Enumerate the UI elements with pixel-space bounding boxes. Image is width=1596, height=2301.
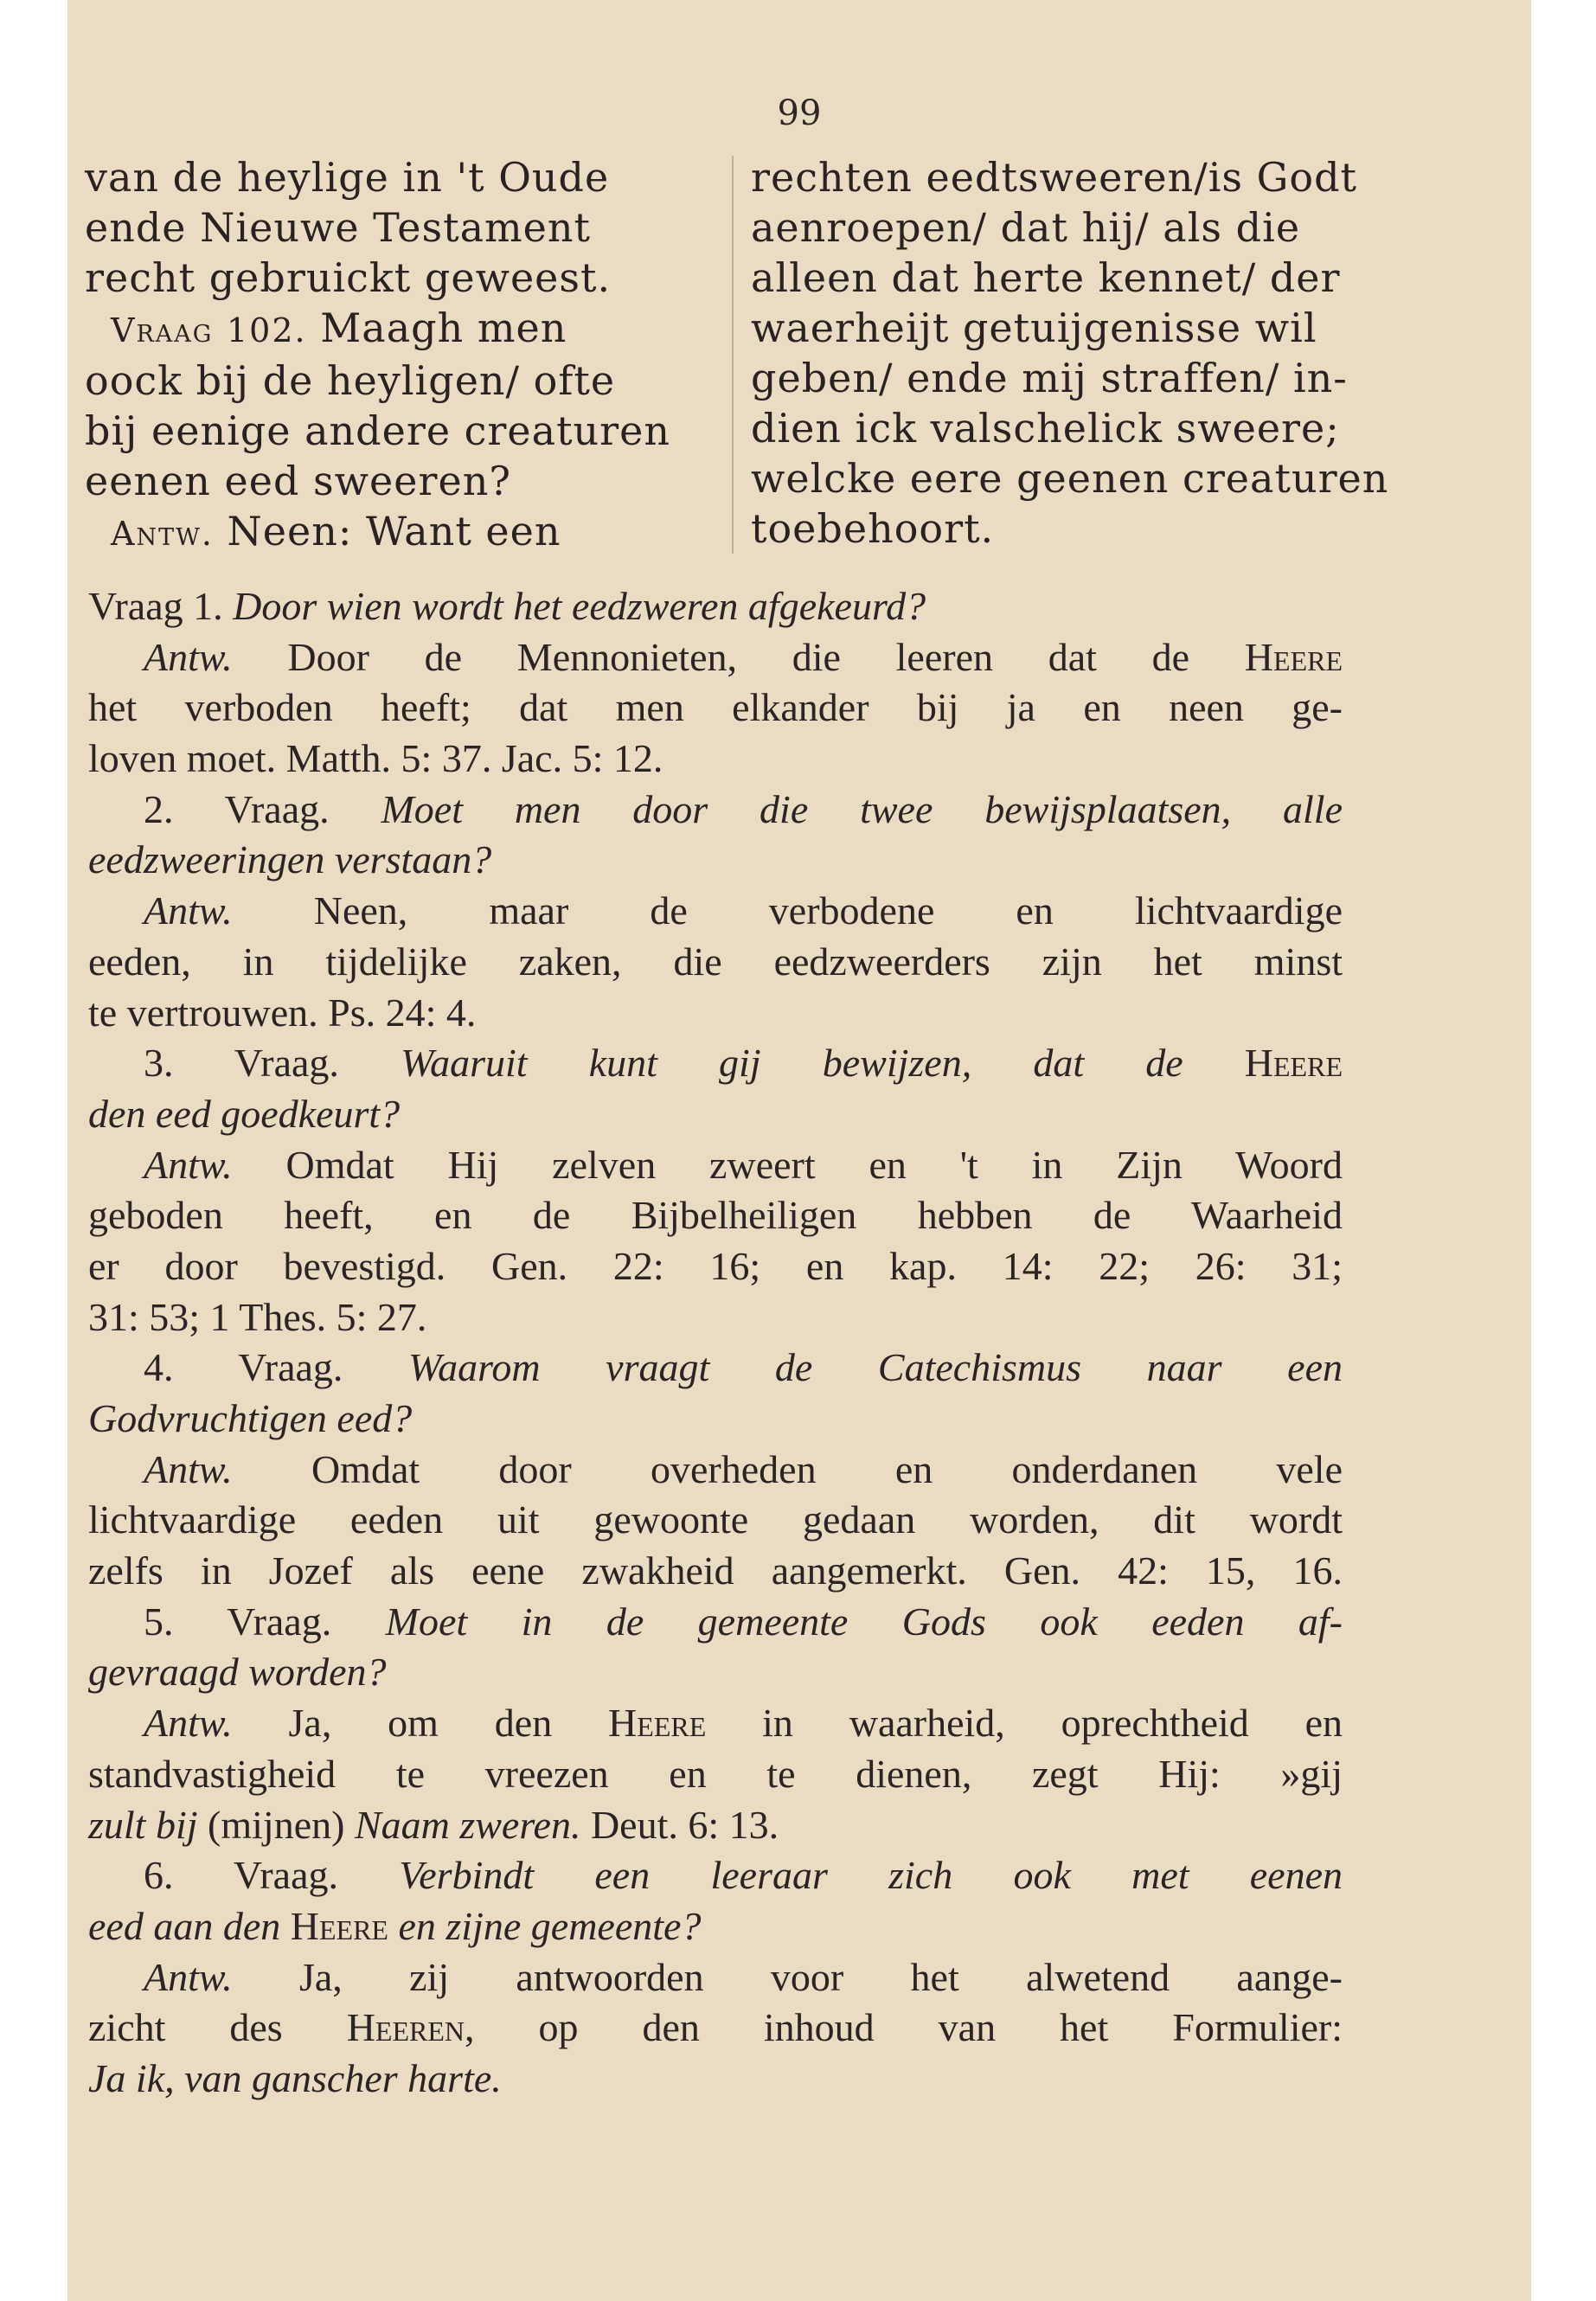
answer-text: (mijnen) [208, 1802, 345, 1847]
old-text-line: ende Nieuwe Testament [85, 204, 591, 251]
old-text-line: bij eenige andere creaturen [85, 407, 671, 454]
answer-line [88, 1952, 1343, 2003]
antw-label: Antw. [144, 1142, 233, 1187]
answer-text: Omdat Hij zelven zweert en 't in Zijn Woord [285, 1142, 1343, 1187]
old-text-line [85, 506, 725, 559]
page-number: 99 [777, 93, 822, 133]
answer-line: standvastigheid te vreezen en te dienen, zegt Hij: »gij [88, 1751, 1343, 1796]
answer-text: Deut. 6: 13. [590, 1802, 779, 1847]
old-text-line: waerheijt getuijgenisse wil [751, 304, 1317, 351]
answer-line [88, 2003, 1343, 2054]
antw-label: Antw. [144, 1954, 233, 1999]
answer-line: lichtvaardige eeden uit gewoonte gedaan worden, dit wordt [88, 1497, 1343, 1542]
question-line [88, 785, 1343, 836]
question-text: Moet men door die twee bewijsplaatsen, alle [381, 786, 1343, 831]
heere-word: Heere [290, 1903, 388, 1948]
answer-text: , op den inhoud van het Formulier: [465, 2005, 1343, 2050]
old-text-line: van de heylige in 't Oude [85, 154, 610, 201]
vraag-number: 102. [226, 311, 307, 349]
answer-line [88, 1800, 1343, 1851]
question-label: 3. Vraag. [144, 1041, 339, 1086]
heere-word: Heere [1244, 1041, 1343, 1086]
answer-line: geboden heeft, en de Bijbelheiligen hebben de Waarheid [88, 1193, 1343, 1238]
antw-label: Antw. [144, 634, 233, 679]
old-text-line: alleen dat herte kennet/ der [751, 254, 1341, 301]
antw-label: Antw. [144, 1446, 233, 1491]
answer-line: Ja ik, van ganscher harte. [88, 2055, 502, 2100]
book-page [67, 0, 1531, 2301]
antw-label: Antw. [144, 888, 233, 933]
old-text-line: oock bij de heyligen/ ofte [85, 357, 616, 404]
question-line [88, 1597, 1343, 1648]
question-label: 5. Vraag. [144, 1599, 332, 1644]
answer-text: Door de Mennonieten, die leeren dat de [287, 634, 1190, 679]
catechism-body [88, 581, 1343, 2105]
old-text-line: dien ick valschelick sweere; [751, 405, 1340, 452]
question-line [88, 1038, 1343, 1089]
question-line: eedzweeringen verstaan? [88, 837, 492, 882]
heere-word: Heere [608, 1701, 707, 1746]
old-text-line: rechten eedtsweeren/is Godt [751, 154, 1358, 201]
old-text-line: aenroepen/ dat hij/ als die [751, 204, 1301, 251]
question-line [88, 1850, 1343, 1901]
answer-text: Ja, om den [288, 1701, 553, 1746]
column-divider [732, 156, 734, 554]
answer-text: zicht des [88, 2005, 283, 2050]
answer-line: er door bevestigd. Gen. 22: 16; en kap. 14: 22; 26: 31; [88, 1243, 1343, 1288]
old-text-line: eenen eed sweeren? [85, 458, 511, 504]
answer-text: Ja, zij antwoorden voor het alwetend aange- [298, 1954, 1343, 1999]
old-text-line: recht gebruickt geweest. [85, 254, 612, 301]
answer-line: loven moet. Matth. 5: 37. Jac. 5: 12. [88, 736, 663, 781]
answer-line: te vertrouwen. Ps. 24: 4. [88, 990, 477, 1035]
question-label: 2. Vraag. [144, 786, 330, 831]
question-line [88, 1343, 1343, 1394]
question-line: Godvruchtigen eed? [88, 1396, 413, 1440]
old-text-left-column [85, 152, 725, 559]
old-text-line: toebehoort. [751, 505, 995, 552]
question-text: Moet in de gemeente Gods ook eeden af- [385, 1599, 1343, 1644]
answer-line [88, 886, 1343, 937]
old-text-fragment: Maagh men [320, 304, 567, 351]
question-label: 4. Vraag. [144, 1345, 343, 1390]
answer-text: Neen, maar de verbodene en lichtvaardige [313, 888, 1343, 933]
heeren-word: Heeren [346, 2005, 465, 2050]
question-text: Door wien wordt het eedzweren afgekeurd? [233, 584, 926, 628]
old-text-line [85, 303, 725, 356]
question-line [88, 1901, 1343, 1952]
question-text: Waarom vraagt de Catechismus naar een [408, 1345, 1343, 1390]
question-line [88, 581, 1343, 632]
answer-line [88, 1445, 1343, 1496]
old-text-line: geben/ ende mij straffen/ in- [751, 355, 1348, 401]
question-text: eed aan den [88, 1903, 281, 1948]
answer-line: zelfs in Jozef als eene zwakheid aangemerkt. Gen. 42: 15, 16. [88, 1548, 1343, 1593]
heere-word: Heere [1244, 634, 1343, 679]
answer-text: in waarheid, oprechtheid en [762, 1701, 1343, 1746]
old-text-line: welcke eere geenen creaturen [751, 455, 1389, 502]
question-line: den eed goedkeurt? [88, 1091, 401, 1136]
question-label: 6. Vraag. [144, 1853, 339, 1898]
scripture-quote: Naam zweren. [354, 1802, 581, 1847]
answer-line [88, 1698, 1343, 1749]
question-text: Waaruit kunt gij bewijzen, dat de [401, 1041, 1183, 1086]
answer-line: eeden, in tijdelijke zaken, die eedzweerders zijn het minst [88, 939, 1343, 984]
answer-line [88, 632, 1343, 683]
old-text-fragment: Neen: Want een [227, 508, 561, 554]
scripture-quote: zult bij [88, 1802, 198, 1847]
answer-line [88, 1140, 1343, 1191]
question-label: Vraag 1. [88, 584, 223, 628]
vraag-label: Vraag [111, 311, 214, 349]
antw-label: Antw. [144, 1701, 233, 1746]
answer-line: het verboden heeft; dat men elkander bij ja en neen ge- [88, 685, 1343, 730]
question-text: Verbindt een leeraar zich ook met eenen [399, 1853, 1343, 1898]
answer-line: 31: 53; 1 Thes. 5: 27. [88, 1294, 427, 1339]
question-text: en zijne gemeente? [398, 1903, 702, 1948]
antw-label: Antw. [111, 515, 214, 553]
old-text-right-column [751, 152, 1391, 554]
question-line: gevraagd worden? [88, 1650, 387, 1695]
answer-text: Omdat door overheden en onderdanen vele [311, 1446, 1343, 1491]
